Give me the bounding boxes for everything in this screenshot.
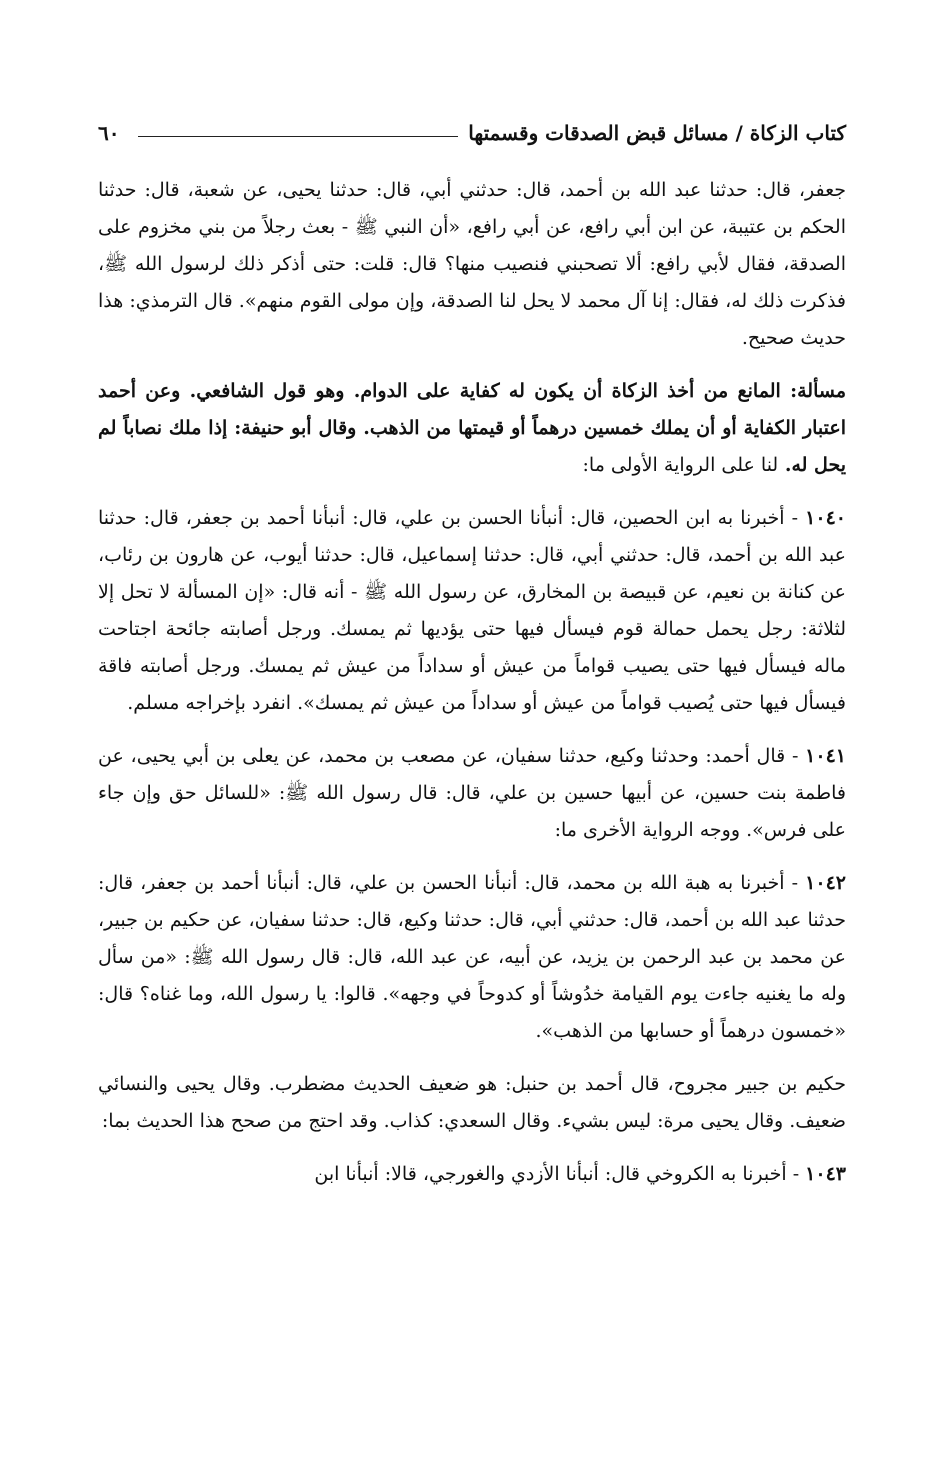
paragraph-hadith-continuation [98,172,846,357]
issue-text: مسألة: المانع من أخذ الزكاة أن يكون له كفاية على الدوام. وهو قول الشافعي. وعن أحمد اعتبار الكفاية أو أن يملك خمسين درهماً أو قيمتها من الذهب. وقال أبو حنيفة: إذا ملك نصاباً لم يحل له. [98,380,846,476]
paragraph-issue [98,373,846,484]
hadith-text: - أخبرنا به هبة الله بن محمد، قال: أنبأنا الحسن بن علي، قال: أنبأنا أحمد بن جعفر، قال: حدثنا عبد الله بن أحمد، قال: حدثني أبي، قال: حدثنا وكيع، قال: حدثنا سفيان، عن حكيم بن جبير، عن محمد بن عبد الرحمن بن يزيد، عن أبيه، عن عبد الله، قال: قال رسول الله ﷺ: «من سأل وله ما يغنيه جاءت يوم القيامة خدُوشاً أو كدوحاً في وجهه». قالوا: يا رسول الله، وما غناه؟ قال: «خمسون درهماً أو حسابها من الذهب». [98,872,846,1042]
hadith-number: ١٠٤٢ [805,872,846,894]
commentary-text: حكيم بن جبير مجروح، قال أحمد بن حنبل: هو ضعيف الحديث مضطرب. وقال يحيى والنسائي ضعيف. وقال يحيى مرة: ليس بشيء. وقال السعدي: كذاب. وقد احتج من صحح هذا الحديث بما: [98,1073,846,1132]
hadith-text: - أخبرنا به الكروخي قال: أنبأنا الأزدي والغورجي، قالا: أنبأنا ابن [314,1163,800,1185]
page-number: ٦٠ [98,121,120,145]
hadith-number: ١٠٤٠ [805,507,846,529]
hadith-number: ١٠٤٣ [805,1163,846,1185]
header-rule [138,136,458,137]
issue-continuation: لنا على الرواية الأولى ما: [582,454,779,476]
page-header [98,118,846,152]
paragraph-hadith-1041 [98,738,846,849]
paragraph-hadith-1043 [98,1156,846,1193]
running-title: كتاب الزكاة / مسائل قبض الصدقات وقسمتها [468,121,846,145]
paragraph-commentary [98,1066,846,1140]
hadith-text: - أخبرنا به ابن الحصين، قال: أنبأنا الحسن بن علي، قال: أنبأنا أحمد بن جعفر، قال: حدثنا عبد الله بن أحمد، قال: حدثني أبي، قال: حدثنا إسماعيل، قال: حدثنا أيوب، عن هارون بن رئاب، عن كنانة بن نعيم، عن قبيصة بن المخارق، عن رسول الله ﷺ - أنه قال: «إن المسألة لا تحل إلا لثلاثة: رجل يحمل حمالة قوم فيسأل فيها حتى يؤديها ثم يمسك. ورجل أصابته جائحة اجتاحت ماله فيسأل فيها حتى يصيب قواماً من عيش أو سداداً من عيش ثم يمسك. ورجل أصابته فاقة فيسأل فيها حتى يُصيب قواماً من عيش أو سداداً من عيش ثم يمسك». انفرد بإخراجه مسلم. [98,507,846,714]
hadith-text: - قال أحمد: وحدثنا وكيع، حدثنا سفيان، عن مصعب بن محمد، عن يعلى بن أبي يحيى، عن فاطمة بنت حسين، عن أبيها حسين بن علي، قال: قال رسول الله ﷺ: «للسائل حق وإن جاء على فرس». ووجه الرواية الأخرى ما: [98,745,846,841]
page-body [98,172,846,1209]
paragraph-hadith-1040 [98,500,846,722]
hadith-number: ١٠٤١ [805,745,846,767]
paragraph-hadith-1042 [98,865,846,1050]
paragraph-text: جعفر، قال: حدثنا عبد الله بن أحمد، قال: حدثني أبي، قال: حدثنا يحيى، عن شعبة، قال: حدثنا الحكم بن عتيبة، عن ابن أبي رافع، عن أبي رافع، «أن النبي ﷺ - بعث رجلاً من بني مخزوم على الصدقة، فقال لأبي رافع: ألا تصحبني فنصيب منها؟ قال: قلت: حتى أذكر ذلك لرسول الله ﷺ، فذكرت ذلك له، فقال: إنا آل محمد لا يحل لنا الصدقة، وإن مولى القوم منهم». قال الترمذي: هذا حديث صحيح. [98,179,846,349]
